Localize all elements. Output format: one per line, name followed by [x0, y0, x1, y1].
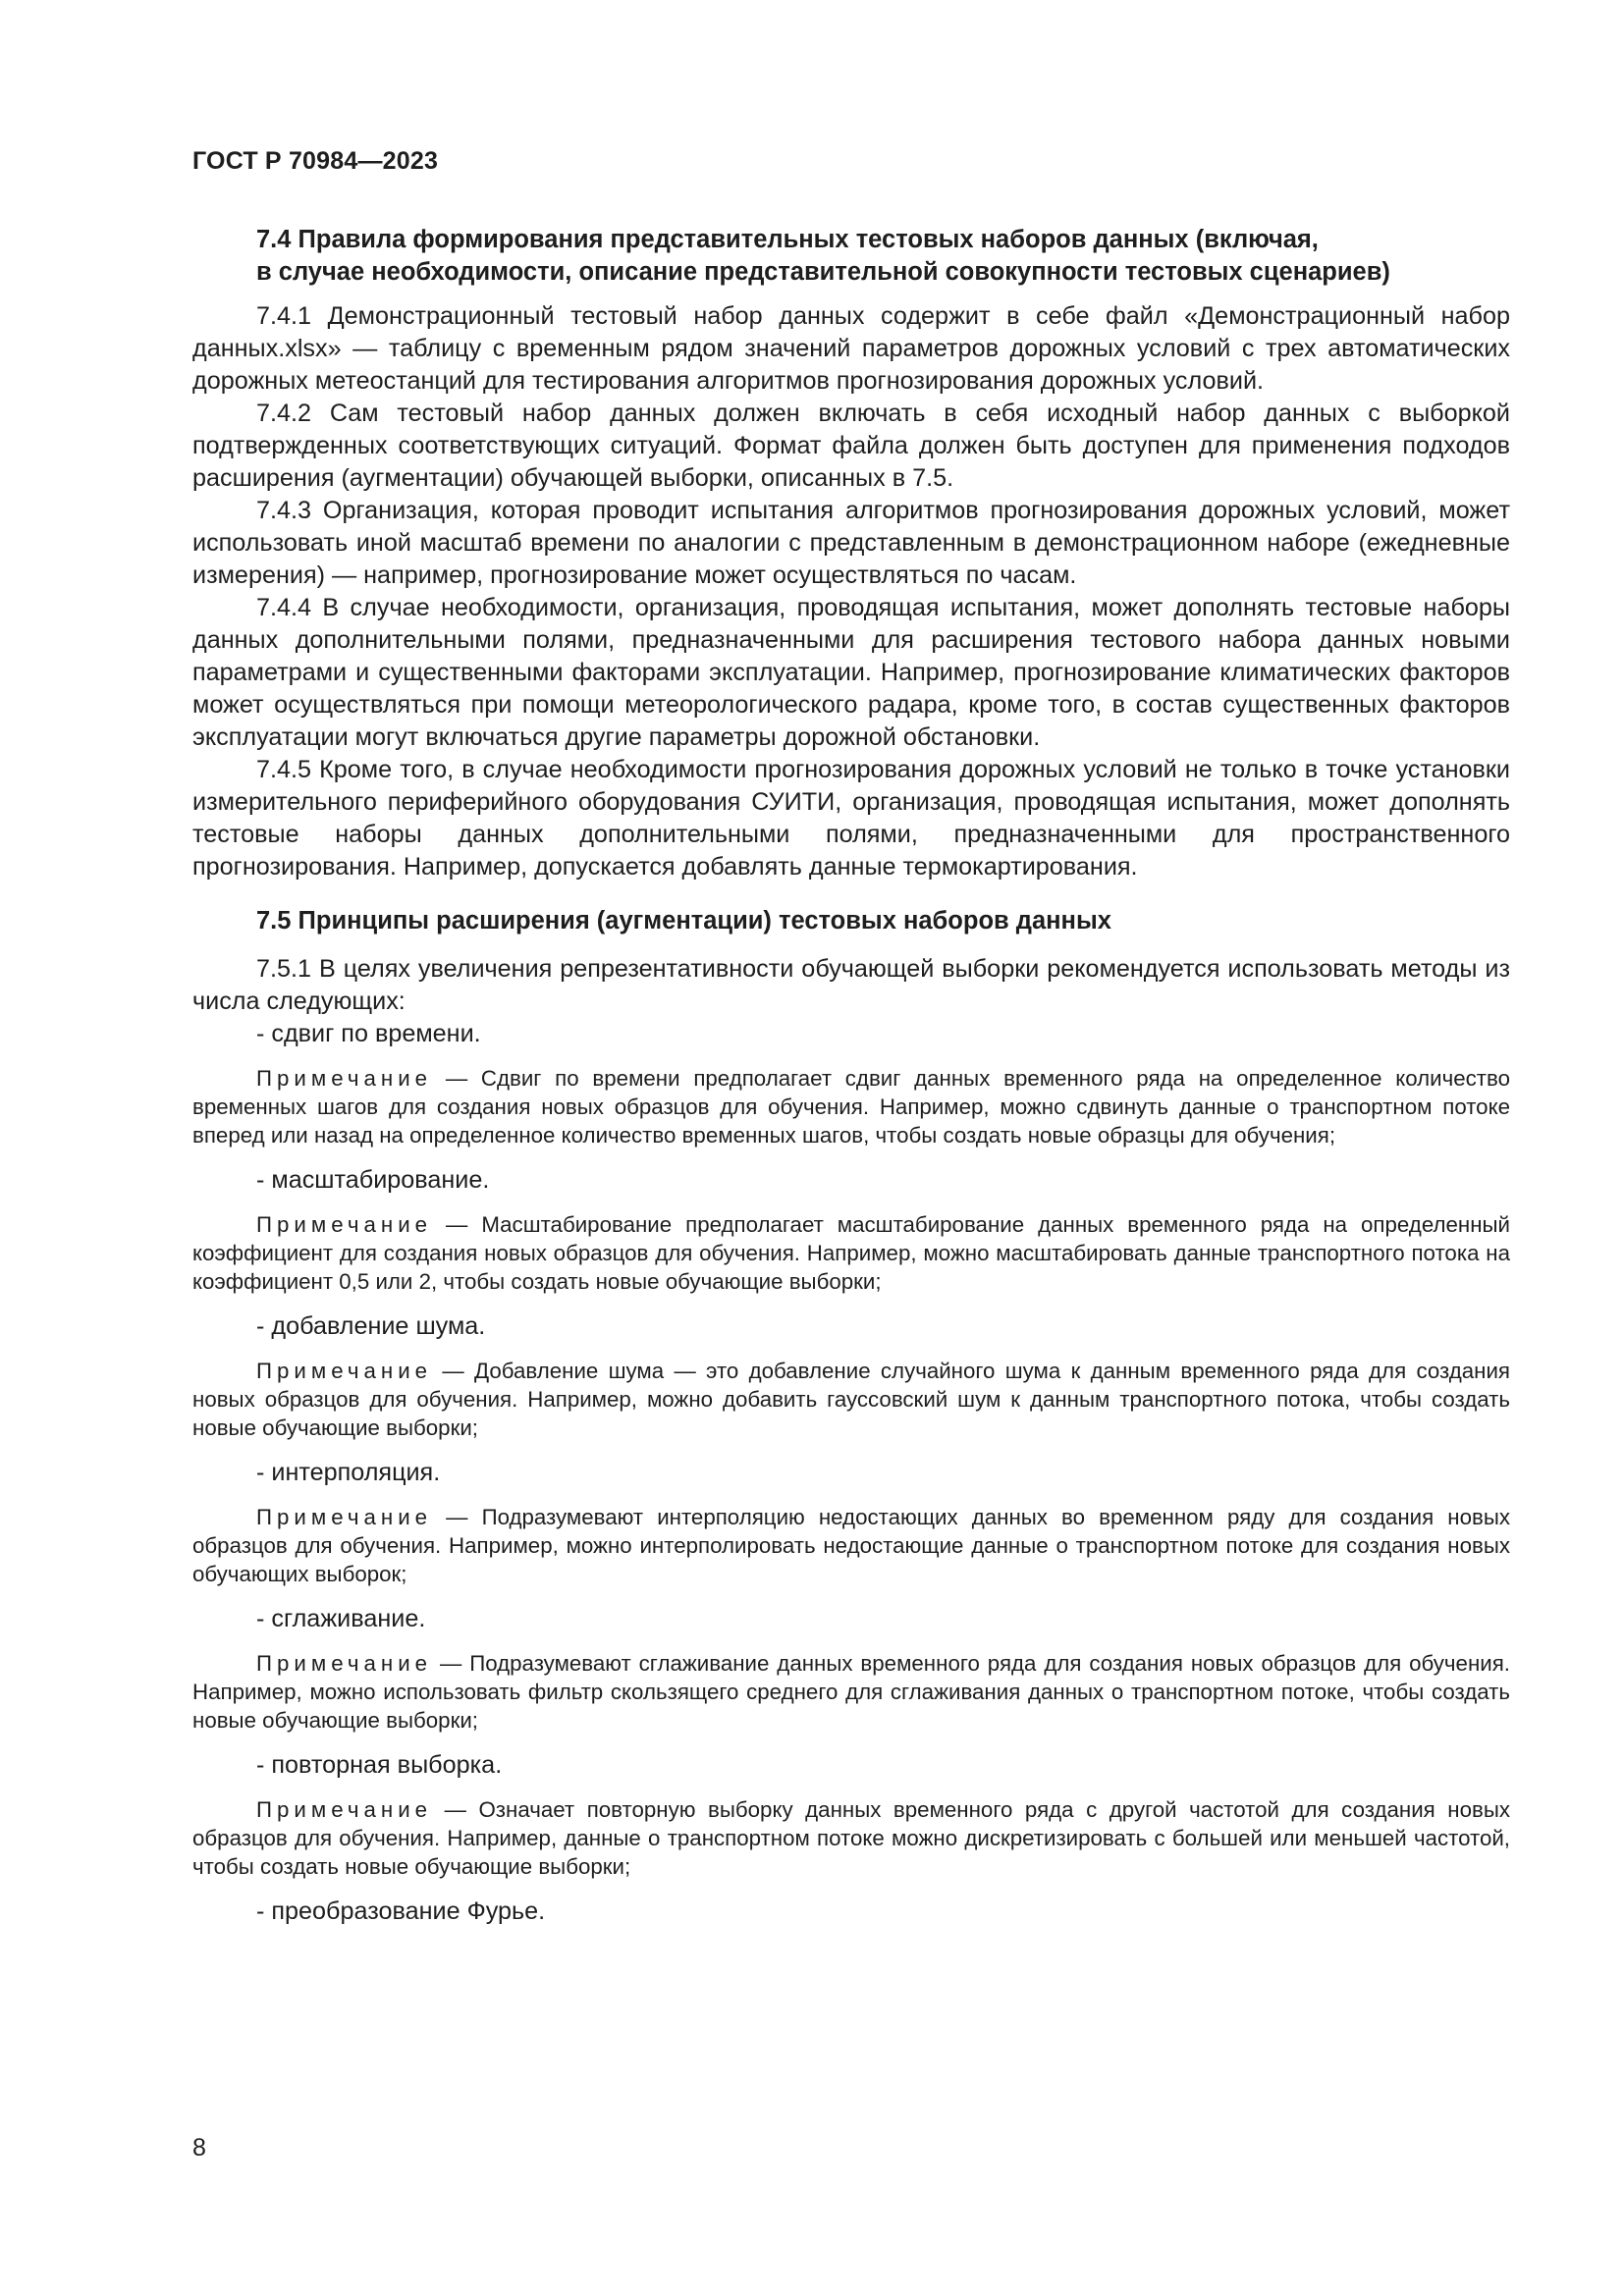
paragraph-7-4-5: 7.4.5 Кроме того, в случае необходимости прогнозирования дорожных условий не только в точке установки измерительного периферийного оборудования СУИТИ, организация, проводящая испытания, может дополнять тестовые наборы данных дополнительными полями, предназначенными для пространственного прогнозирования. Например, допускается добавлять данные термокартирования.	[192, 756, 1510, 881]
note-label: Примечание	[256, 1066, 433, 1091]
method-item: - повторная выборка.	[256, 1751, 503, 1779]
section-7-4-heading-line2: в случае необходимости, описание представительной совокупности тестовых сценариев)	[256, 258, 1390, 286]
method-item: - интерполяция.	[256, 1459, 441, 1486]
method-note	[192, 1795, 1510, 1881]
method-note	[192, 1210, 1510, 1296]
note-label: Примечание	[256, 1797, 433, 1822]
section-7-4-heading	[192, 224, 1510, 289]
method-item: - добавление шума.	[256, 1312, 486, 1340]
document-body	[192, 216, 1510, 1942]
note-label: Примечание	[256, 1212, 433, 1237]
note-text: — Сдвиг по времени предполагает сдвиг данных временного ряда на определенное количество временных шагов для создания новых образцов для обучения. Например, можно сдвинуть данные о транспортном потоке вперед или назад на определенное количество временных шагов, чтобы создать новые образцы для обучения;	[192, 1066, 1510, 1148]
method-item: - сдвиг по времени.	[256, 1020, 481, 1047]
method-item: - масштабирование.	[256, 1166, 490, 1194]
paragraph-7-5-1: 7.5.1 В целях увеличения репрезентативности обучающей выборки рекомендуется использовать методы из числа следующих:	[192, 955, 1510, 1015]
note-label: Примечание	[256, 1505, 433, 1529]
paragraph-7-4-1: 7.4.1 Демонстрационный тестовый набор данных содержит в себе файл «Демонстрационный набор данных.xlsx» — таблицу с временным рядом значений параметров дорожных условий с трех автоматических дорожных метеостанций для тестирования алгоритмов прогнозирования дорожных условий.	[192, 302, 1510, 395]
note-text: — Подразумевают интерполяцию недостающих данных во временном ряду для создания новых образцов для обучения. Например, можно интерполировать недостающие данные о транспортном потоке для создания новых обучающих выборок;	[192, 1505, 1510, 1586]
method-note	[192, 1357, 1510, 1442]
document-header: ГОСТ Р 70984—2023	[192, 147, 439, 175]
note-label: Примечание	[256, 1359, 433, 1383]
note-text: — Подразумевают сглаживание данных временного ряда для создания новых образцов для обучения. Например, можно использовать фильтр скользящего среднего для сглаживания данных о транспортном потоке, чтобы создать новые обучающие выборки;	[192, 1651, 1510, 1733]
note-text: — Масштабирование предполагает масштабирование данных временного ряда на определенный коэффициент для создания новых образцов для обучения. Например, можно масштабировать данные транспортного потока на коэффициент 0,5 или 2, чтобы создать новые обучающие выборки;	[192, 1212, 1510, 1294]
method-note	[192, 1064, 1510, 1149]
method-item-last: - преобразование Фурье.	[256, 1897, 546, 1925]
page-number: 8	[192, 2134, 206, 2162]
section-7-5-heading: 7.5 Принципы расширения (аугментации) тестовых наборов данных	[256, 907, 1111, 934]
method-item: - сглаживание.	[256, 1605, 426, 1632]
paragraph-7-4-3: 7.4.3 Организация, которая проводит испытания алгоритмов прогнозирования дорожных условий, может использовать иной масштаб времени по аналогии с представленным в демонстрационном наборе (ежедневные измерения) — например, прогнозирование может осуществляться по часам.	[192, 497, 1510, 589]
note-label: Примечание	[256, 1651, 433, 1676]
method-note	[192, 1503, 1510, 1588]
note-text: — Добавление шума — это добавление случайного шума к данным временного ряда для создания новых образцов для обучения. Например, можно добавить гауссовский шум к данным транспортного потока, чтобы создать новые обучающие выборки;	[192, 1359, 1510, 1440]
section-7-4-heading-line1: 7.4 Правила формирования представительных тестовых наборов данных (включая,	[256, 226, 1319, 253]
paragraph-7-4-4: 7.4.4 В случае необходимости, организация, проводящая испытания, может дополнять тестовые наборы данных дополнительными полями, предназначенными для расширения тестового набора данных новыми параметрами и существенными факторами эксплуатации. Например, прогнозирование климатических факторов может осуществляться при помощи метеорологического радара, кроме того, в состав существенных факторов эксплуатации могут включаться другие параметры дорожной обстановки.	[192, 594, 1510, 751]
note-text: — Означает повторную выборку данных временного ряда с другой частотой для создания новых образцов для обучения. Например, данные о транспортном потоке можно дискретизировать с большей или меньшей частотой, чтобы создать новые обучающие выборки;	[192, 1797, 1511, 1879]
paragraph-7-4-2: 7.4.2 Сам тестовый набор данных должен включать в себя исходный набор данных с выборкой подтвержденных соответствующих ситуаций. Формат файла должен быть доступен для применения подходов расширения (аугментации) обучающей выборки, описанных в 7.5.	[192, 400, 1510, 492]
method-note	[192, 1649, 1510, 1735]
